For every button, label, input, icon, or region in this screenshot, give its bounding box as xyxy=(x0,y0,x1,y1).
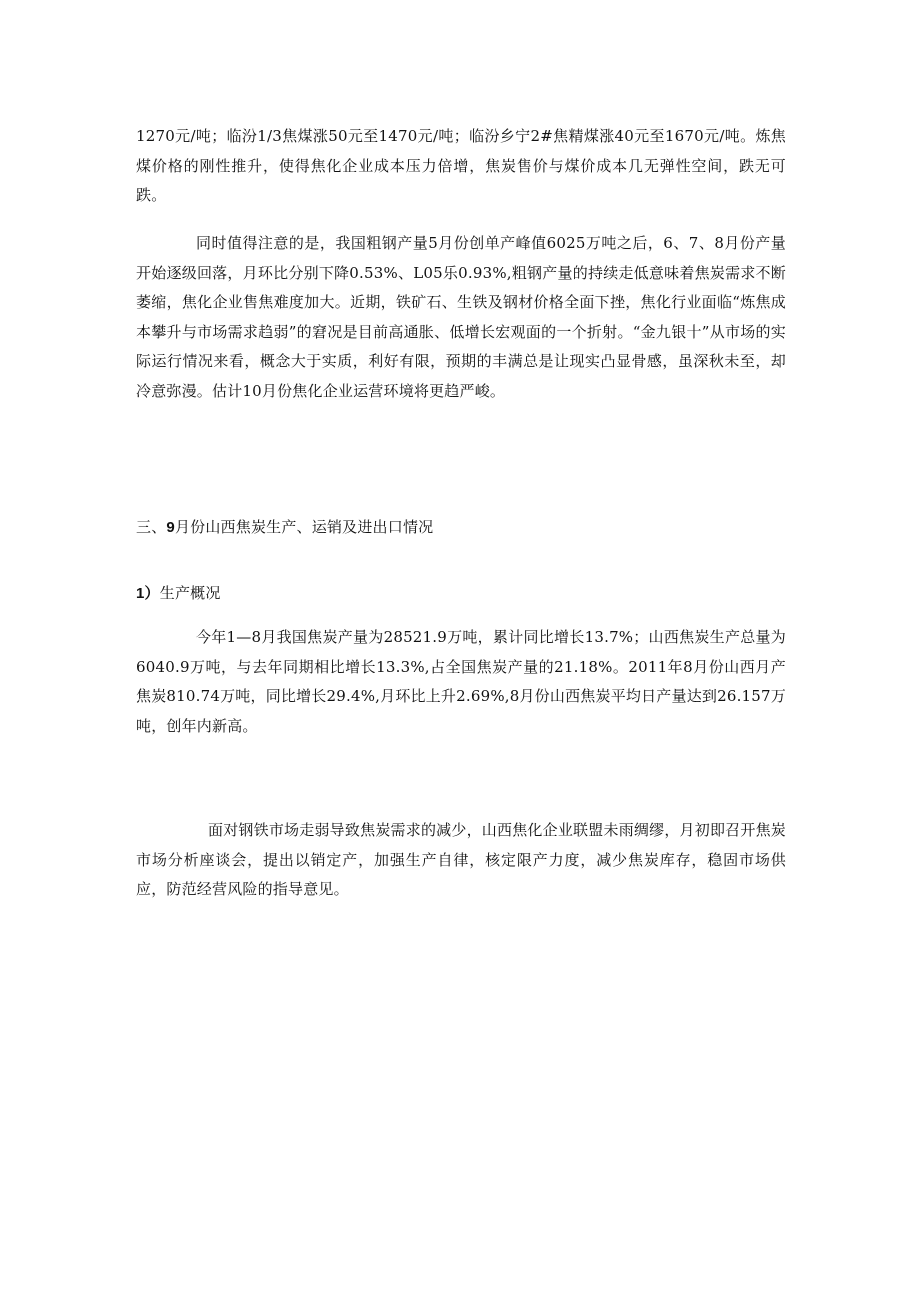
section-heading-number: 9 xyxy=(166,519,175,536)
paragraph-alliance-measures: 面对钢铁市场走弱导致焦炭需求的减少，山西焦化企业联盟未雨绸缪，月初即召开焦炭市场分析座谈会，提出以销定产，加强生产自律，核定限产力度，减少焦炭库存，稳固市场供应，防范经营风险的指导意见。 xyxy=(136,821,786,898)
section-heading-text: 月份山西焦炭生产、运销及进出口情况 xyxy=(174,518,434,536)
paragraph-coke-production: 今年1—8月我国焦炭产量为28521.9万吨，累计同比增长13.7%；山西焦炭生产总量为6040.9万吨，与去年同期相比增长13.3%,占全国焦炭产量的21.18%。2011年8月份山西月产焦炭810.74万吨，同比增长29.4%,月环比上升2.69%,8月份山西焦炭平均日产量达到26.157万吨，创年内新高。 xyxy=(136,628,786,735)
subheading-text: 生产概况 xyxy=(159,584,221,602)
subheading-number: 1） xyxy=(136,585,160,602)
paragraph-steel-output: 同时值得注意的是，我国粗钢产量5月份创单产峰值6025万吨之后，6、7、8月份产量开始逐级回落，月环比分别下降0.53%、L05乐0.93%,粗钢产量的持续走低意味着焦炭需求不断萎缩，焦化企业售焦难度加大。近期，铁矿石、生铁及钢材价格全面下挫，焦化行业面临“炼焦成本攀升与市场需求趋弱”的窘况是目前高通胀、低增长宏观面的一个折射。“金九银十”从市场的实际运行情况来看，概念大于实质，利好有限，预期的丰满总是让现实凸显骨感，虽深秋未至，却冷意弥漫。估计10月份焦化企业运营环境将更趋严峻。 xyxy=(136,234,786,400)
subheading-production xyxy=(136,580,221,607)
section-heading xyxy=(136,514,433,541)
paragraph-coal-prices: 1270元/吨；临汾1/3焦煤涨50元至1470元/吨；临汾乡宁2#焦精煤涨40元至1670元/吨。炼焦煤价格的刚性推升，使得焦化企业成本压力倍增，焦炭售价与煤价成本几无弹性空间，跌无可跌。 xyxy=(136,127,786,204)
section-heading-prefix: 三、 xyxy=(136,518,167,536)
